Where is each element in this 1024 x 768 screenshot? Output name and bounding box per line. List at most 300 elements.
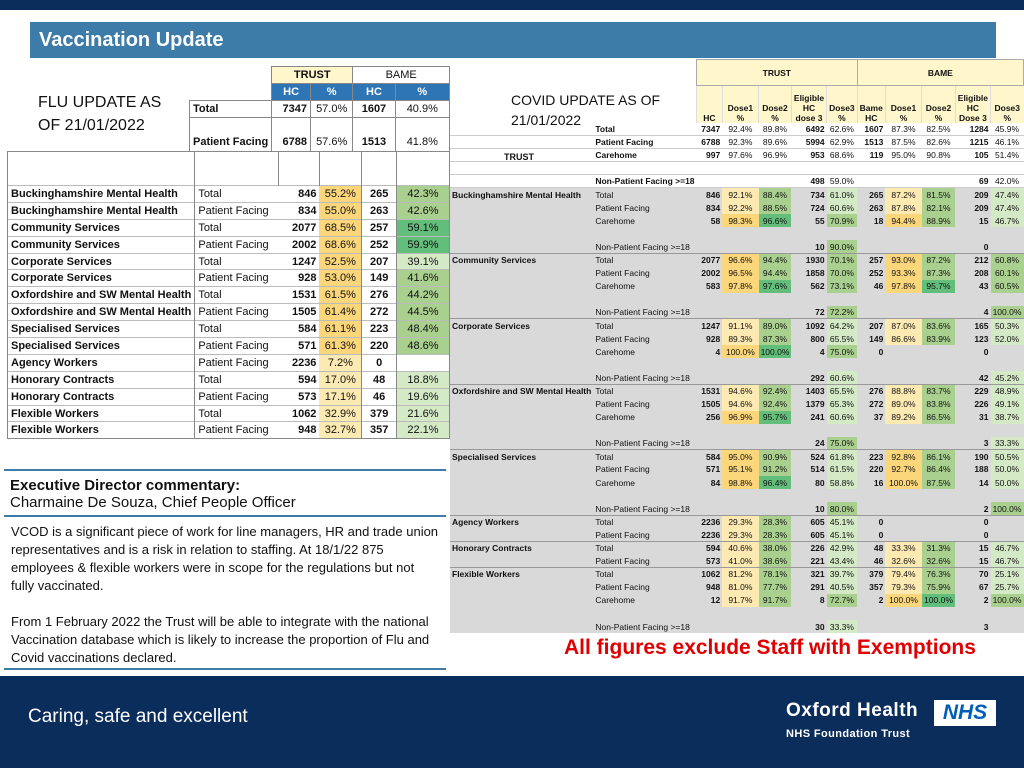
covid-row-value: 45.1% (827, 528, 858, 541)
covid-row-value: 92.4% (759, 397, 792, 410)
covid-row-value (955, 489, 990, 502)
covid-row-value: 60.1% (991, 267, 1024, 280)
covid-row-value: 846 (697, 188, 723, 201)
covid-row-value (697, 620, 723, 633)
covid-row-value: 524 (791, 450, 826, 463)
flu-total-hc: 7347 (272, 101, 311, 118)
covid-row-label: Patient Facing (593, 397, 696, 410)
flu-row-type: Patient Facing (195, 422, 279, 439)
covid-row-value (885, 607, 921, 620)
flu-row-org: Buckinghamshire Mental Health (8, 202, 195, 219)
covid-row-value: 38.6% (759, 555, 792, 568)
covid-table-row (450, 253, 1024, 266)
covid-table-row (450, 332, 1024, 345)
flu-row-org: Corporate Services (8, 253, 195, 270)
covid-row-value: 119 (857, 149, 885, 162)
flu-row-type: Total (195, 253, 279, 270)
exemptions-note: All figures exclude Staff with Exemptions (564, 636, 976, 659)
flu-row-pct: 55.0% (319, 202, 361, 219)
covid-row-value (922, 607, 956, 620)
covid-row-value: 73.1% (827, 280, 858, 293)
covid-row-value: 72.7% (827, 594, 858, 607)
flu-bame-hc-header: HC (353, 84, 395, 101)
flu-table-row (8, 270, 450, 287)
flu-row-type: Patient Facing (195, 388, 279, 405)
covid-row-label: Carehome (593, 280, 696, 293)
covid-row-value: 92.7% (885, 463, 921, 476)
covid-row-label: Carehome (593, 476, 696, 489)
flu-row-bame-hc: 207 (362, 253, 397, 270)
flu-row-org: Honorary Contracts (8, 371, 195, 388)
covid-row-value: 98.8% (722, 476, 758, 489)
covid-row-value: 96.6% (722, 253, 758, 266)
flu-row-bame-pct: 21.6% (397, 405, 450, 422)
covid-table-row (450, 424, 1024, 437)
covid-row-value: 33.3% (991, 437, 1024, 450)
flu-total-bame-pct: 40.9% (395, 101, 449, 118)
covid-row-value: 58 (697, 214, 723, 227)
covid-row-value: 209 (955, 188, 990, 201)
covid-row-value: 928 (697, 332, 723, 345)
covid-row-value (922, 515, 956, 528)
covid-row-value: 96.6% (759, 214, 792, 227)
covid-row-value: 82.5% (922, 123, 956, 136)
covid-row-value (791, 358, 826, 371)
covid-row-value: 86.4% (922, 463, 956, 476)
covid-row-value: 43 (955, 280, 990, 293)
covid-row-value: 48 (857, 542, 885, 555)
covid-table-row (450, 411, 1024, 424)
covid-row-label: Non-Patient Facing >=18 (595, 176, 695, 187)
covid-row-value: 96.9% (722, 411, 758, 424)
covid-row-org (450, 620, 593, 633)
covid-row-value: 91.2% (759, 463, 792, 476)
covid-row-value: 89.8% (759, 123, 792, 136)
covid-row-value (827, 227, 858, 240)
covid-table-row (450, 267, 1024, 280)
flu-row-bame-pct: 18.8% (397, 371, 450, 388)
covid-row-value: 84 (697, 476, 723, 489)
flu-row-org: Agency Workers (8, 354, 195, 371)
covid-row-value: 42.9% (827, 542, 858, 555)
covid-row-value: 62.6% (827, 123, 858, 136)
covid-row-value (922, 502, 956, 515)
covid-row-value: 100.0% (760, 346, 790, 357)
flu-row-bame-hc: 272 (362, 304, 397, 321)
covid-row-value (885, 293, 921, 306)
covid-row-value: 70.9% (827, 214, 858, 227)
covid-row-value: 95.1% (722, 463, 758, 476)
covid-col-header: Dose3 % (827, 86, 858, 123)
covid-row-value: 68.6% (827, 149, 858, 162)
covid-row-value: 165 (955, 319, 990, 332)
covid-row-value: 6788 (697, 136, 723, 149)
covid-row-value: 223 (857, 450, 885, 463)
covid-table-row (450, 397, 1024, 410)
covid-row-value: 212 (955, 253, 990, 266)
covid-row-value: 87.8% (885, 201, 921, 214)
covid-row-value: 14 (955, 476, 990, 489)
covid-row-label: Patient Facing (593, 136, 696, 149)
covid-row-value: 60.6% (827, 411, 858, 424)
commentary-body (4, 520, 446, 670)
covid-row-value (722, 489, 758, 502)
covid-row-value (922, 293, 956, 306)
covid-row-value: 263 (857, 201, 885, 214)
commentary-paragraph-1: VCOD is a significant piece of work for line managers, HR and trade union representatives and is a risk in relation to staffing. At 18/1/22 875 employees & flexible workers were in scope for the regulations but not fully vaccinated. (11, 524, 439, 593)
covid-row-org (450, 332, 593, 345)
covid-row-value (722, 437, 758, 450)
covid-row-value: 321 (791, 568, 826, 581)
flu-pf-hc: 6788 (272, 118, 311, 152)
covid-row-value (759, 293, 792, 306)
covid-row-label (593, 607, 696, 620)
flu-row-org: Community Services (8, 219, 195, 236)
covid-row-value: 498 (791, 175, 826, 188)
covid-row-value: 96.9% (759, 149, 792, 162)
covid-row-value: 94.4% (759, 253, 792, 266)
covid-row-value: 100.0% (991, 594, 1024, 607)
covid-row-value: 38.7% (991, 411, 1024, 424)
flu-row-pct: 68.5% (319, 219, 361, 236)
covid-row-value (697, 502, 723, 515)
covid-row-label (593, 424, 696, 437)
covid-row-value: 583 (697, 280, 723, 293)
flu-row-pct: 61.5% (319, 287, 361, 304)
covid-row-value (722, 306, 758, 319)
flu-table-row (8, 304, 450, 321)
covid-row-label: Non-Patient Facing >=18 (593, 306, 696, 319)
covid-row-value: 30 (791, 620, 826, 633)
covid-row-value (697, 607, 723, 620)
covid-row-value: 514 (791, 463, 826, 476)
covid-row-value (885, 345, 921, 358)
flu-pct-header: % (311, 84, 353, 101)
covid-row-value: 208 (955, 267, 990, 280)
covid-row-value: 41.0% (722, 555, 758, 568)
covid-row-org (450, 489, 593, 502)
covid-row-label: Total (593, 542, 696, 555)
covid-row-value (857, 162, 885, 175)
covid-table-row (450, 528, 1024, 541)
covid-row-value: 18 (857, 214, 885, 227)
covid-row-value: 76.3% (922, 568, 956, 581)
covid-row-value (922, 227, 956, 240)
covid-row-value: 24 (791, 437, 826, 450)
flu-row-pct: 55.2% (319, 186, 361, 203)
covid-row-org: Specialised Services (450, 450, 593, 463)
footer-org-name: Oxford Health (786, 700, 919, 721)
covid-row-label: Carehome (593, 149, 696, 162)
covid-row-value: 1607 (857, 123, 885, 136)
covid-row-value (922, 620, 956, 633)
flu-spacer-cell (8, 152, 195, 186)
covid-row-value (791, 227, 826, 240)
covid-row-value (922, 306, 956, 319)
covid-row-value: 10 (791, 240, 826, 253)
covid-row-value (991, 227, 1024, 240)
covid-table-row (450, 358, 1024, 371)
covid-row-label: Carehome (593, 411, 696, 424)
flu-row-pct: 61.1% (319, 321, 361, 338)
covid-row-value (991, 620, 1024, 633)
covid-row-org: Buckinghamshire Mental Health (450, 188, 593, 201)
covid-row-value (955, 227, 990, 240)
covid-row-value: 25.1% (991, 568, 1024, 581)
covid-row-value: 94.4% (759, 267, 792, 280)
covid-row-value: 15 (955, 214, 990, 227)
covid-row-value: 252 (857, 267, 885, 280)
covid-row-value: 96.4% (759, 476, 792, 489)
covid-row-label: Total (593, 188, 696, 201)
covid-row-value: 81.5% (922, 188, 956, 201)
covid-row-value: 95.7% (759, 411, 792, 424)
flu-row-pct: 61.3% (319, 338, 361, 355)
covid-row-value: 47.4% (991, 201, 1024, 214)
covid-row-label: Total (593, 123, 696, 136)
covid-row-org (450, 502, 593, 515)
covid-row-org (450, 358, 593, 371)
covid-row-value (991, 162, 1024, 175)
covid-row-org (450, 267, 593, 280)
covid-row-value (922, 162, 956, 175)
covid-row-value: 105 (955, 149, 990, 162)
covid-row-value: 3 (955, 437, 990, 450)
covid-row-value (922, 437, 956, 450)
covid-row-value (697, 371, 723, 384)
flu-row-type: Patient Facing (195, 236, 279, 253)
covid-row-value: 61.0% (827, 188, 858, 201)
covid-row-value (885, 175, 921, 188)
covid-row-value: 88.5% (759, 201, 792, 214)
flu-title-line2: OF 21/01/2022 (38, 117, 145, 134)
covid-trust-header: TRUST (697, 60, 858, 86)
covid-row-value (885, 371, 921, 384)
flu-row-pct: 52.5% (319, 253, 361, 270)
covid-row-value: 2077 (697, 253, 723, 266)
covid-row-org (450, 280, 593, 293)
covid-col-header: Dose1 % (722, 86, 758, 123)
covid-row-value (759, 175, 792, 188)
covid-row-value (697, 306, 723, 319)
covid-row-value: 226 (791, 542, 826, 555)
covid-row-value: 52.0% (991, 332, 1024, 345)
covid-row-value (722, 175, 758, 188)
covid-row-value: 29.3% (722, 515, 758, 528)
covid-row-value: 94.6% (722, 397, 758, 410)
covid-row-value (857, 358, 885, 371)
covid-row-value: 10 (791, 502, 826, 515)
covid-row-org (450, 214, 593, 227)
covid-row-value: 46.7% (991, 214, 1024, 227)
covid-row-value (857, 175, 885, 188)
covid-row-value: 55 (791, 214, 826, 227)
covid-row-value (857, 306, 885, 319)
flu-row-pct: 53.0% (319, 270, 361, 287)
covid-row-value (722, 227, 758, 240)
covid-row-org (450, 175, 593, 188)
flu-row-type: Total (195, 321, 279, 338)
covid-row-value: 95.0% (885, 149, 921, 162)
commentary-heading: Executive Director commentary: (10, 477, 241, 494)
covid-row-value: 209 (955, 201, 990, 214)
flu-pf-bame-pct: 41.8% (395, 118, 449, 152)
covid-row-value (991, 240, 1024, 253)
covid-row-label (593, 358, 696, 371)
title-bar (30, 22, 996, 58)
covid-row-label: Patient Facing (593, 528, 696, 541)
covid-row-value: 45.2% (991, 371, 1024, 384)
flu-row-hc: 928 (279, 270, 320, 287)
covid-row-value: 256 (697, 411, 723, 424)
covid-row-value: 100.0% (991, 502, 1024, 515)
flu-row-hc: 594 (279, 371, 320, 388)
covid-row-value: 100.0% (885, 476, 921, 489)
covid-row-value (885, 358, 921, 371)
covid-row-value (991, 358, 1024, 371)
covid-row-value (922, 424, 956, 437)
flu-row-bame-pct: 22.1% (397, 422, 450, 439)
flu-row-bame-pct: 41.6% (397, 270, 450, 287)
covid-row-value: 49.1% (991, 397, 1024, 410)
covid-row-value: 1858 (791, 267, 826, 280)
covid-row-value: 100.0% (885, 594, 921, 607)
flu-row-pct: 32.7% (319, 422, 361, 439)
covid-row-value (759, 358, 792, 371)
covid-row-value (722, 620, 758, 633)
flu-spacer-cell (319, 152, 361, 186)
covid-row-label: Total (593, 253, 696, 266)
covid-table-row (450, 345, 1024, 358)
covid-row-value (885, 162, 921, 175)
covid-row-value: 229 (955, 384, 990, 397)
covid-row-value: 562 (791, 280, 826, 293)
covid-row-value (922, 371, 956, 384)
covid-row-value: 92.8% (885, 450, 921, 463)
covid-row-value: 0 (857, 515, 885, 528)
covid-table-row (450, 280, 1024, 293)
covid-row-value: 265 (857, 188, 885, 201)
covid-row-value (827, 293, 858, 306)
covid-row-value: 89.0% (885, 397, 921, 410)
covid-row-value: 67 (955, 581, 990, 594)
covid-row-value (857, 240, 885, 253)
flu-row-bame-pct: 42.6% (397, 202, 450, 219)
footer-org (786, 700, 918, 740)
covid-table-row (450, 188, 1024, 201)
covid-row-value: 45.1% (827, 515, 858, 528)
covid-row-value: 60.6% (827, 201, 858, 214)
flu-row-bame-hc: 265 (362, 186, 397, 203)
covid-table-row (450, 502, 1024, 515)
covid-table-row (450, 568, 1024, 581)
flu-row-pct: 32.9% (319, 405, 361, 422)
covid-table-row (450, 620, 1024, 633)
covid-row-label: Carehome (593, 214, 696, 227)
covid-row-value: 89.2% (885, 411, 921, 424)
covid-row-org: Oxfordshire and SW Mental Health (452, 386, 592, 397)
covid-row-value (697, 489, 723, 502)
covid-row-value: 94.4% (885, 214, 921, 227)
covid-row-label: Non-Patient Facing >=18 (593, 502, 696, 515)
covid-row-value: 42.0% (991, 175, 1024, 188)
covid-row-value: 6492 (791, 123, 826, 136)
covid-row-value (885, 306, 921, 319)
covid-row-value: 276 (857, 384, 885, 397)
flu-row-org: Corporate Services (8, 270, 195, 287)
covid-row-value (827, 358, 858, 371)
flu-total-label: Total (190, 101, 272, 118)
flu-row-hc: 1247 (279, 253, 320, 270)
covid-row-value: 834 (697, 201, 723, 214)
flu-row-pct: 68.6% (319, 236, 361, 253)
covid-row-value: 97.8% (885, 280, 921, 293)
covid-row-value (791, 489, 826, 502)
flu-row-bame-pct (397, 354, 450, 371)
covid-col-header: Dose2 % (759, 86, 792, 123)
covid-row-value: 90.0% (827, 240, 858, 253)
flu-table-row (8, 405, 450, 422)
covid-row-org (450, 227, 593, 240)
covid-row-value: 2236 (697, 528, 723, 541)
covid-table-row (450, 437, 1024, 450)
covid-row-value (827, 607, 858, 620)
covid-row-value: 15 (955, 542, 990, 555)
covid-row-value: 92.4% (759, 384, 792, 397)
covid-row-value (885, 227, 921, 240)
covid-col-header: Dose3 % (991, 86, 1024, 123)
flu-row-org: Honorary Contracts (8, 388, 195, 405)
covid-row-value: 190 (955, 450, 990, 463)
covid-table-row (450, 555, 1024, 568)
covid-row-value: 1505 (697, 397, 723, 410)
covid-row-value (885, 515, 921, 528)
covid-row-value: 83.6% (922, 319, 956, 332)
flu-table-row (8, 388, 450, 405)
covid-row-value: 79.4% (885, 568, 921, 581)
flu-trust-header: TRUST (272, 67, 353, 84)
flu-row-hc: 1505 (279, 304, 320, 321)
covid-row-value (885, 437, 921, 450)
flu-row-hc: 948 (279, 422, 320, 439)
covid-row-value (827, 424, 858, 437)
covid-row-value: 7347 (697, 123, 723, 136)
covid-row-value: 46.7% (991, 555, 1024, 568)
covid-row-value: 92.3% (722, 136, 758, 149)
covid-row-value: 87.2% (922, 253, 956, 266)
covid-row-value: 60.8% (991, 253, 1024, 266)
covid-row-org: Agency Workers (450, 515, 593, 528)
covid-col-header: Dose2 % (922, 86, 956, 123)
covid-row-value: 86.6% (885, 332, 921, 345)
flu-row-hc: 1531 (279, 287, 320, 304)
flu-total-bame-hc: 1607 (353, 101, 395, 118)
covid-row-value (857, 424, 885, 437)
covid-row-value (857, 293, 885, 306)
covid-row-value: 800 (791, 332, 826, 345)
covid-row-value: 272 (857, 397, 885, 410)
flu-table-row (8, 236, 450, 253)
covid-row-value: 80 (791, 476, 826, 489)
covid-row-org: Corporate Services (450, 319, 593, 332)
covid-row-value: 87.3% (922, 267, 956, 280)
covid-row-value: 39.7% (827, 568, 858, 581)
flu-hc-header: HC (272, 84, 311, 101)
commentary-paragraph-2: From 1 February 2022 the Trust will be able to integrate with the national Vaccination database which is likely to increase the proportion of Flu and Covid vaccinations declared. (11, 614, 430, 665)
covid-row-value: 87.5% (922, 476, 956, 489)
covid-row-value: 64.2% (827, 319, 858, 332)
covid-row-value (955, 162, 990, 175)
